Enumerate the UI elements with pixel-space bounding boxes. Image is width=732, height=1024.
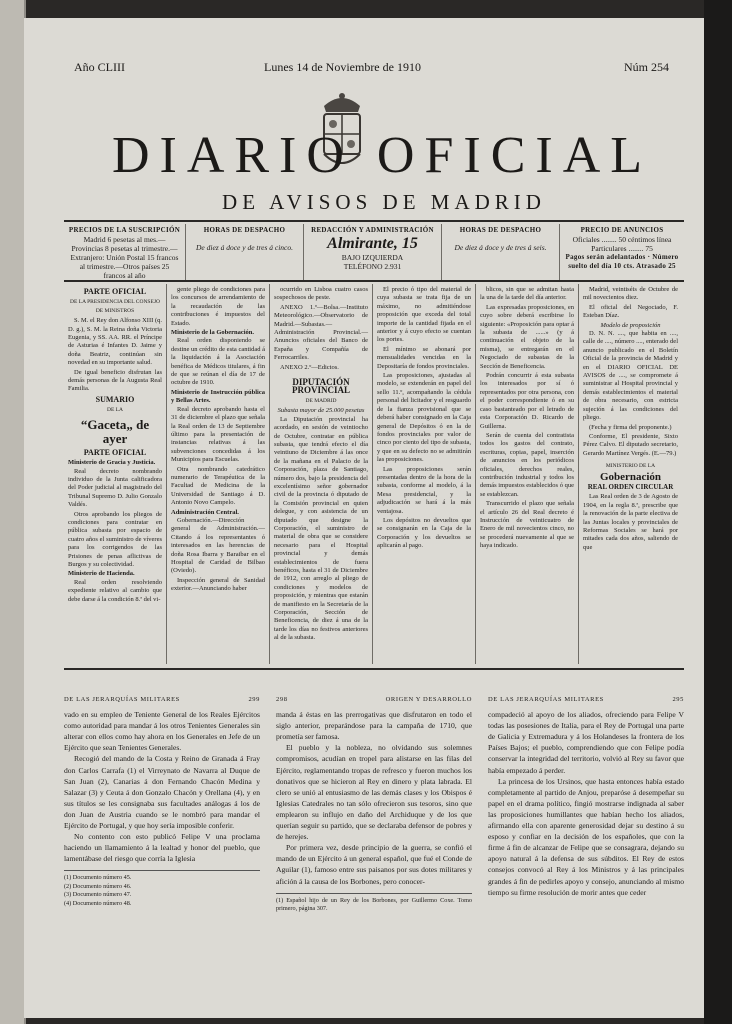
paragraph: Real decreto aprobando hasta el 31 de diciembre el plazo que señala la Real orden de 13 de Septiembre último para la presentación de instancias relativas á las subvenciones concedidas á los Municipios para Escuelas.: [171, 405, 265, 464]
section-subtitle: DE LA PRESIDENCIA DEL CONSEJO DE MINISTROS: [70, 299, 160, 314]
official-part-title: PARTE OFICIAL: [83, 447, 147, 457]
ministry-heading: Ministerio de la Gobernación.: [171, 329, 255, 337]
date-label: Lunes 14 de Noviembre de 1910: [264, 60, 421, 74]
editorial-office-box: [304, 224, 442, 280]
office-hours-text: De diez á doce y de tres á cinco.: [196, 243, 293, 252]
paragraph: Gobernación.—Dirección general de Administración.—Citando á los representantes ó interesados en las herencias de doña Rosa Ibarra y Baraibar en el Hospital de Caridad de Bilbao (Oviedo).: [171, 516, 265, 575]
paragraph: D. N. N. ...., que habita en ...., calle de ...., número ...., enterado del anuncio publicado en el Boletín Oficial de la provincia de Madrid y en el DIARIO OFICIAL DE AVISOS de ...., se compromete á suministrar al Hospital provincial y demás establecimientos el material de obra necesario, con estricta sujeción á las condiciones del pliego.: [583, 330, 678, 422]
book-column-right: [488, 694, 684, 1014]
section-title: PARTE OFICIAL: [83, 287, 147, 296]
column-5: [476, 284, 579, 664]
issue-number: Núm 254: [624, 60, 669, 74]
paragraph: El pueblo y la nobleza, no olvidando sus solemnes compromisos, acudían en tropel para alistarse en las filas del Ejército, reglamentando tropas de refresco y fueron muchos los donativos que se hicieron al Rey en dinero y plata labrada. El clero se unió al entusiasmo de las demás clases y los Obispos é Iglesias Catedrales no tan sólo ofrecieron sus tesoros, sino que emplearon su influjo en daño del Archiduque y de los que querían seguir su partido, que se declaraba defensor de pobres y de herejes.: [276, 743, 472, 842]
paragraph: Real orden resolviendo expediente relativo al cambio que debe darse á la condición 8.ª del vi-: [68, 578, 162, 603]
newspaper-columns: [64, 284, 684, 664]
modelo-heading: Modelo de proposición: [600, 321, 661, 329]
adjacent-page-edge: [0, 0, 26, 1024]
footnote: (1) Español hijo de un Rey de los Borbones, por Guillermo Coxe. Tomo primero, página 307.: [276, 893, 472, 914]
paragraph: manda á éstas en las prerrogativas que disfrutaron en todo el siglo anterior, preparándose para la campaña de 1710, que prometía ser famosa.: [276, 710, 472, 742]
paragraph: Real orden disponiendo se destine un crédito de esta cantidad á la liquidación á la Asociación benéfica de Médicos titulares, á fin de que se reúnan el día de 17 de octubre de 1910.: [171, 337, 265, 387]
paragraph: El precio ó tipo del material de cuya subasta se trata fija de un máximo, no admitiéndose proposición que exceda del total importe de la cantidad fijada en el anterior y á cuyo efecto se cuentan los portes.: [377, 286, 471, 344]
paragraph: ANEXO 1.º—Bolsa.—Instituto Meteorológico.—Observatorio de Madrid.—Subastas.—Administración Provincial.—Anuncios oficiales del Banco de España y Compañía de Ferrocarriles.: [274, 303, 368, 362]
editorial-sub: BAJO IZQUIERDA: [341, 253, 404, 262]
paragraph: ocurrido en Lisboa cuatro casos sospechosos de peste.: [274, 286, 368, 302]
editorial-address: Almirante, 15: [327, 235, 418, 252]
year-label: Año CLIII: [74, 60, 125, 74]
column-1: [64, 284, 167, 664]
office-hours-box: [186, 224, 304, 280]
editorial-phone: TELÉFONO 2.931: [343, 262, 402, 271]
newspaper-page: [24, 18, 704, 1018]
diputacion-heading: DIPUTACIÓN PROVINCIAL: [291, 377, 350, 396]
masthead-topline: [64, 60, 684, 80]
paragraph: Transcurrido el plazo que señala el artículo 26 del Real decreto é Instrucción de veinticuatro de Enero de mil novecientos cinco, no se procederá nuevamente al que se haya indicado.: [480, 500, 574, 550]
editorial-title: REDACCIÓN Y ADMINISTRACIÓN: [311, 226, 434, 234]
paragraph: gente pliego de condiciones para los concursos de arrendamiento de la recaudación de las contribuciones é impuestos del Estado.: [171, 286, 265, 327]
subasta-heading: Subasta mayor de 25.000 pesetas: [277, 407, 365, 415]
running-head-title: DE LAS JERARQUÍAS MILITARES: [488, 696, 604, 703]
footnotes: [64, 870, 260, 908]
paragraph: Serán de cuenta del contratista todos los gastos del contrato, escrituras, copias, papel, inserción de anuncios en los periódicos oficiales, derechos reales, contribución industrial y todos los demás impuestos establecidos ó que se establezcan.: [480, 431, 574, 498]
subscription-box: [64, 224, 186, 280]
paragraph: Las Real orden de 3 de Agosto de 1904, en la regla 8.ª, prescribe que la renovación de la parte electiva de las Juntas locales y provinciales de Reformas Sociales se hará por mitades cada dos años, saliendo de que: [583, 493, 678, 551]
paragraph: Las expresadas proposiciones, en cuyo sobre deberá escribirse lo siguiente: «Proposición para optar á la subasta de ......» (y á continuación el objeto de la misma), se entregarán en el Negociado de subastas de la Sección de Beneficencia.: [480, 303, 574, 370]
paragraph: Otros aprobando los pliegos de condiciones para contratar en pública subasta por espacio de cuatro años el suministro de víveres para los corrigendos de las Prisiones de penas aflictivas de Burgos y su colectividad.: [68, 510, 162, 568]
paragraph: Inspección general de Sanidad exterior.—Anunciando haber: [171, 576, 265, 593]
column-6: [579, 284, 682, 664]
paragraph: No contento con esto publicó Felipe V una proclama haciendo un llamamiento á la lealtad y honor del pueblo, que lamentábase del riesgo que corría la Iglesia: [64, 832, 260, 864]
scan-dark-edge: [704, 0, 732, 1024]
paragraph: S. M. el Rey don Alfonso XIII (q. D. g.), S. M. la Reina doña Victoria Eugenia, y SS. AA. RR. el Príncipe de Asturias é Infantes D. Jaime y doña Beatriz, continúan sin novedad en su importante salud.: [68, 317, 162, 367]
paragraph: La Diputación provincial ha acordado, en sesión de veintiocho de Octubre, contratar en pública subasta, que tendrá efecto el día veintiuno de Diciembre á las once de la mañana en el Palacio de la Corporación, plaza de Santiago, número dos, bajo la presidencia del excelentísimo señor gobernador civil de la provincia ó diputado de la Comisión provincial en quien delegue, y con asistencia de un diputado que designe la Corporación, el suministro de material de obra que se considere necesario para el Hospital provincial y demás establecimientos de fuera benéficos, hasta el 31 de Diciembre de 1912, con arreglo al pliego de condiciones y modelos de proposición, y mientras que estarán de manifiesto en la Secretaría de la Corporación, Sección de Beneficencia, de diez á una de la tarde los días no festivos anteriores al de la subasta.: [274, 415, 368, 642]
running-head: [276, 694, 472, 705]
book-pages: [64, 694, 684, 1014]
bottom-rule: [64, 668, 684, 670]
gaceta-heading: “Gaceta„ de ayer: [80, 416, 150, 446]
paragraph: El mínimo se abonará por mensualidades vencidas en la Depositaría de fondos provinciales.: [377, 345, 471, 370]
column-4: [373, 284, 476, 664]
column-2: [167, 284, 270, 664]
paragraph: De igual beneficio disfrutan las demás personas de la Augusta Real Familia.: [68, 368, 162, 393]
newspaper-title: DIARIO OFICIAL: [111, 127, 653, 184]
middle-rule: [64, 280, 684, 282]
page-number: 295: [672, 696, 684, 703]
book-column-middle: [276, 694, 472, 1014]
footnote: (3) Documento número 47.: [64, 891, 132, 899]
paragraph: Podrán concurrir á esta subasta los interesados por sí ó representados por otra persona, con el poder correspondiente ó en su caso bastanteado por el letrado de esta Corporación D. Ricardo de Guillerna.: [480, 372, 574, 430]
gobernacion-heading: Gobernación: [599, 470, 662, 483]
diputacion-sub: DE MADRID: [305, 397, 337, 404]
footnote: (2) Documento número 46.: [64, 882, 132, 890]
paragraph: Los depósitos no devueltos que se consignarán en la Caja de la Corporación y los devueltos se aplicarán al pago.: [377, 516, 471, 550]
top-rule: [64, 220, 684, 222]
running-head-title: DE LAS JERARQUÍAS MILITARES: [64, 696, 180, 703]
running-head: [488, 694, 684, 705]
paragraph: Por primera vez, desde principio de la guerra, se confió el mando de un Ejército á un general español, que fué el Conde de Aguilar (1), famoso entre sus paisanos por sus dotes militares y afición á la causa de los Borbones, pero conocer-: [276, 843, 472, 886]
paragraph: La princesa de los Ursinos, que hasta entonces había estado completamente al partido de Anjou, preparóse á desempeñar su papel en el drama político, fingió mostrarse indignada al saber las proposiciones humillantes que habían hecho los aliados, afirmando ella con aparente generosidad dejar su destino á su esposo y confiar en la decisión de los españoles, que con la firme á fin de alcanzar de Felipe que se consagrara, dejando su apoyo natural á la defensa de sus súbditos. El Rey de estos consejos convocó al Rey á los Ministros y á las principales grandes á fin de pedirles apoyo y consejo, anunciando al mismo tiempo su firme resolución de morir antes que ceder: [488, 776, 684, 897]
page-number: 299: [248, 696, 260, 703]
paragraph: (Fecha y firma del proponente.): [589, 423, 672, 431]
ads-title: PRECIO DE ANUNCIOS: [580, 226, 664, 234]
ministry-label: MINISTERIO DE LA: [605, 463, 656, 470]
paragraph: ANEXO 2.º—Edictos.: [280, 363, 339, 371]
paragraph: Madrid, veintiséis de Octubre de mil novecientos diez.: [583, 286, 678, 302]
paragraph: compadeció al apoyo de los aliados, ofreciendo para Felipe V todas las posesiones de Italia, para el Rey de Portugal una parte de Galicia y Extremadura y á los Holandeses la frontera de los Países Bajos; el pueblo, comprendiendo que con Felipe podía conservar la integridad del territorio, volvió al Rey su favor que había empezado á perder.: [488, 710, 684, 775]
info-bar: [64, 224, 684, 280]
running-head-title: ORIGEN Y DESARROLLO: [385, 696, 472, 703]
footnote: (4) Documento número 48.: [64, 899, 132, 907]
paragraph: vado en su empleo de Teniente General de los Reales Ejércitos como autoridad para mandar á los otros Tenientes Generales sin alterar con ellos como hay ahora en los Generales en Jefe de un Ejército que sean Tenientes Generales.: [64, 710, 260, 753]
subscription-title: PRECIOS DE LA SUSCRIPCIÓN: [68, 226, 181, 234]
ministry-heading: Ministerio de Gracia y Justicia.: [68, 459, 156, 467]
running-head: [64, 694, 260, 705]
paragraph: Recogió del mando de la Costa y Reino de Granada á Fray don Carlos Carrafa (1) el Virreynato de Navarra al Duque de San Juan (2), Canarias á don Fernando Chacón Medina y Salazar (3) y Ceuta á don Gonzalo Chacón y Orellana (4), y en sus títulos se les consignaba sus facultades análogas á los de don Juan de Austria cuando se le nombró para mandar el Ejército de Portugal, y que hoy sería imposible conferir.: [64, 754, 260, 831]
paragraph: El oficial del Negociado, F. Esteban Díaz.: [583, 303, 678, 320]
paragraph: Conforme, El presidente, Sixto Pérez Calvo. El diputado secretario, Gerardo Martínez Vergés. (E.—79.): [583, 432, 678, 457]
newspaper-subtitle: DE AVISOS DE MADRID: [222, 190, 546, 214]
paragraph: Las proposiciones, ajustadas al modelo, se extenderán en papel del sello 11.º, acompañando la cédula personal del licitador y el resguardo de la fianza provisional que se deberá haber consignado en la Caja general de Depósitos ó en la de fondos provinciales por valor de cinco por ciento del tipo de subasta, y que en su defecto no se admitirán las proposiciones.: [377, 372, 471, 464]
paragraph: Real decreto nombrando individuo de la Junta calificadora del Poder judicial al magistrado del Tribunal Supremo D. Julio Gonzalo Valdés.: [68, 467, 162, 509]
paragraph: blicos, sin que se admitan hasta la una de la tarde del día anterior.: [480, 286, 574, 302]
page-number: 298: [276, 696, 288, 703]
ads-line-2: Particulares ........ 75: [591, 244, 653, 253]
office-hours-text-2: De diez á doce y de tres á seis.: [454, 243, 547, 252]
circular-heading: REAL ORDEN CIRCULAR: [587, 482, 674, 491]
book-column-left: [64, 694, 260, 1014]
ministry-heading: Administración Central.: [171, 508, 239, 516]
summary-sub: DE LA: [106, 407, 124, 414]
ministry-heading: Ministerio de Instrucción pública y Bellas Artes.: [171, 388, 265, 405]
footnote: (1) Documento número 45.: [64, 874, 132, 882]
paragraph: Las proposiciones serán presentadas dentro de la hora de la subasta, conforme al modelo, á la Mesa presidencial, y la adjudicación se hará á la más ventajosa.: [377, 465, 471, 515]
ads-line-1: Oficiales ........ 50 céntimos línea: [572, 235, 672, 244]
subscription-text: Madrid 6 pesetas al mes.—Provincias 8 pesetas al trimestre.—Extranjero: Unión Postal 15 francos al trimestre.—Otros países 25 francos al año: [70, 235, 179, 280]
ads-price-box: [560, 224, 684, 280]
column-3: [270, 284, 373, 664]
ads-note: Pagos serán adelantados · Número suelto del día 10 cts. Atrasado 25: [565, 253, 679, 270]
paragraph: Otra nombrando catedrático numerario de Terapéutica de la Facultad de Medicina de la Universidad de Santiago á D. Antonio Novo Campelo.: [171, 465, 265, 507]
office-hours-box-2: [442, 224, 560, 280]
office-hours-title-2: HORAS DE DESPACHO: [459, 226, 542, 234]
office-hours-title: HORAS DE DESPACHO: [203, 226, 286, 234]
ministry-heading: Ministerio de Hacienda.: [68, 570, 135, 578]
summary-title: SUMARIO: [95, 394, 135, 404]
